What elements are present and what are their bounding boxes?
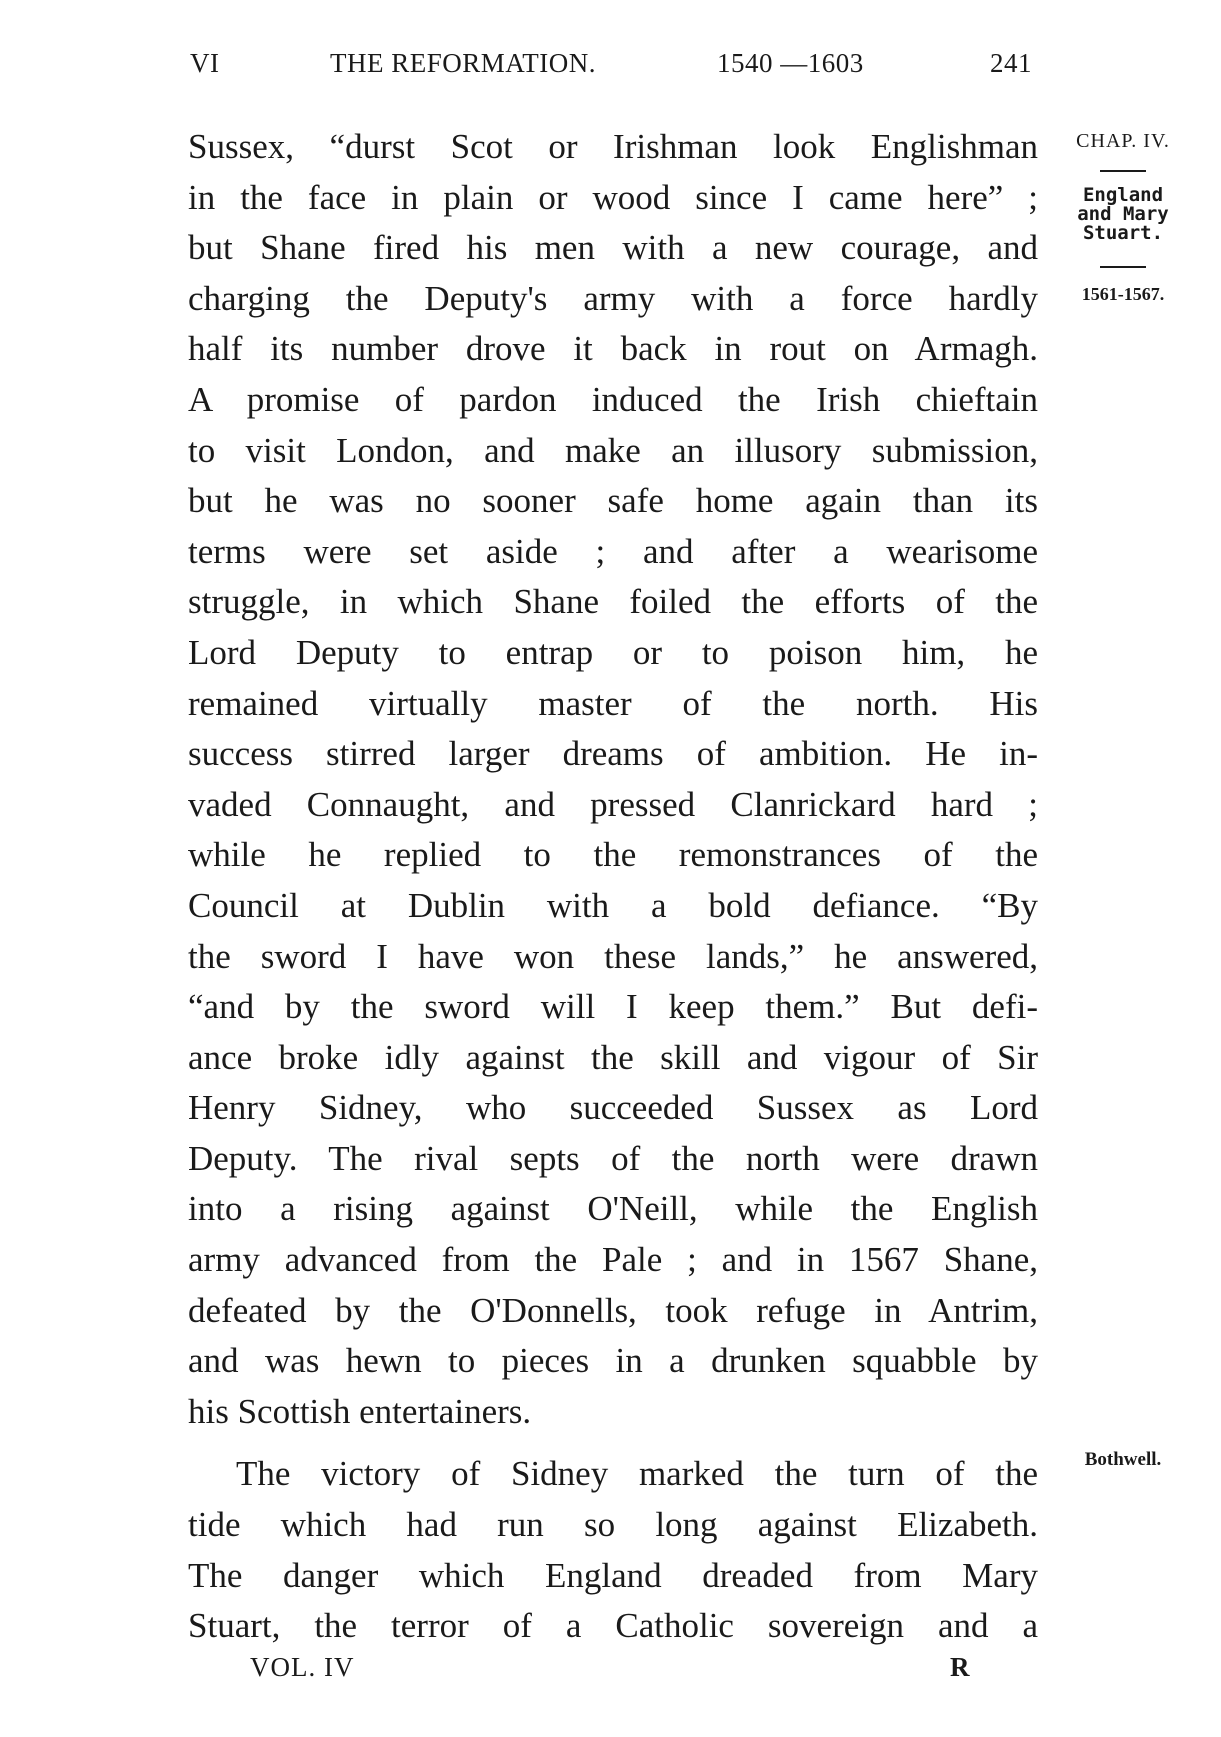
text-line: into a rising against O'Neill, while the English [188, 1189, 1038, 1229]
text-line: terms were set aside ; and after a wearisome [188, 531, 1038, 571]
paragraph-2 [188, 1449, 1038, 1651]
sidenote-topic-line: Stuart. [1082, 222, 1164, 244]
page-footer [0, 1652, 1221, 1692]
text-line: in the face in plain or wood since I came here” ; [188, 177, 1038, 217]
text-line: Lord Deputy to entrap or to poison him, he [188, 632, 1038, 672]
text-line: defeated by the O'Donnells, took refuge in Antrim, [188, 1290, 1038, 1330]
text-line: A promise of pardon induced the Irish chieftain [188, 379, 1038, 419]
volume-signature: VOL. IV [250, 1652, 355, 1682]
paragraph-1 [188, 122, 1038, 1437]
text-line: ance broke idly against the skill and vigour of Sir [188, 1037, 1038, 1077]
text-line: vaded Connaught, and pressed Clanrickard hard ; [188, 784, 1038, 824]
text-line: struggle, in which Shane foiled the efforts of the [188, 582, 1038, 622]
text-line: the sword I have won these lands,” he answered, [188, 936, 1038, 976]
page-number: 241 [990, 48, 1032, 78]
sidenote-chapter: CHAP. IV. [1076, 130, 1170, 152]
sidenote-rule [1100, 170, 1146, 172]
running-years: 1540 —1603 [717, 48, 864, 78]
text-line: Deputy. The rival septs of the north were drawn [188, 1138, 1038, 1178]
text-line: half its number drove it back in rout on Armagh. [188, 329, 1038, 369]
gathering-signature: R [950, 1652, 970, 1682]
text-line: tide which had run so long against Elizabeth. [188, 1505, 1038, 1545]
text-line: but he was no sooner safe home again than its [188, 481, 1038, 521]
sidenote-dates: 1561-1567. [1081, 284, 1165, 304]
text-line: “and by the sword will I keep them.” But defi- [188, 987, 1038, 1027]
text-line: and was hewn to pieces in a drunken squabble by [188, 1341, 1038, 1381]
text-line: army advanced from the Pale ; and in 1567 Shane, [188, 1240, 1038, 1280]
text-line: remained virtually master of the north. His [188, 683, 1038, 723]
paragraph-gap [188, 1437, 1038, 1449]
sidenote-topic [1048, 186, 1198, 243]
text-line: The victory of Sidney marked the turn of the [236, 1454, 1038, 1494]
body-text [188, 122, 1038, 1652]
text-line: but Shane fired his men with a new courage, and [188, 228, 1038, 268]
sidenote-topic-line: and Mary [1077, 203, 1169, 225]
text-line: Council at Dublin with a bold defiance. “By [188, 885, 1038, 925]
sidenote-bothwell: Bothwell. [1084, 1449, 1162, 1470]
section-number: VI [190, 48, 220, 78]
text-line: Stuart, the terror of a Catholic sovereign and a [188, 1606, 1038, 1646]
text-line: The danger which England dreaded from Mary [188, 1555, 1038, 1595]
running-title: THE REFORMATION. [330, 48, 597, 78]
text-line: Henry Sidney, who succeeded Sussex as Lord [188, 1088, 1038, 1128]
text-line: Sussex, “durst Scot or Irishman look Englishman [188, 127, 1038, 166]
text-line: charging the Deputy's army with a force hardly [188, 278, 1038, 318]
text-line: his Scottish entertainers. [188, 1391, 532, 1431]
text-line: while he replied to the remonstrances of the [188, 835, 1038, 875]
text-line: success stirred larger dreams of ambition. He in- [188, 734, 1038, 774]
sidenote-topic-line: England [1082, 184, 1164, 206]
sidenote-rule [1100, 266, 1146, 268]
running-header [0, 48, 1221, 88]
text-line: to visit London, and make an illusory submission, [188, 430, 1038, 470]
